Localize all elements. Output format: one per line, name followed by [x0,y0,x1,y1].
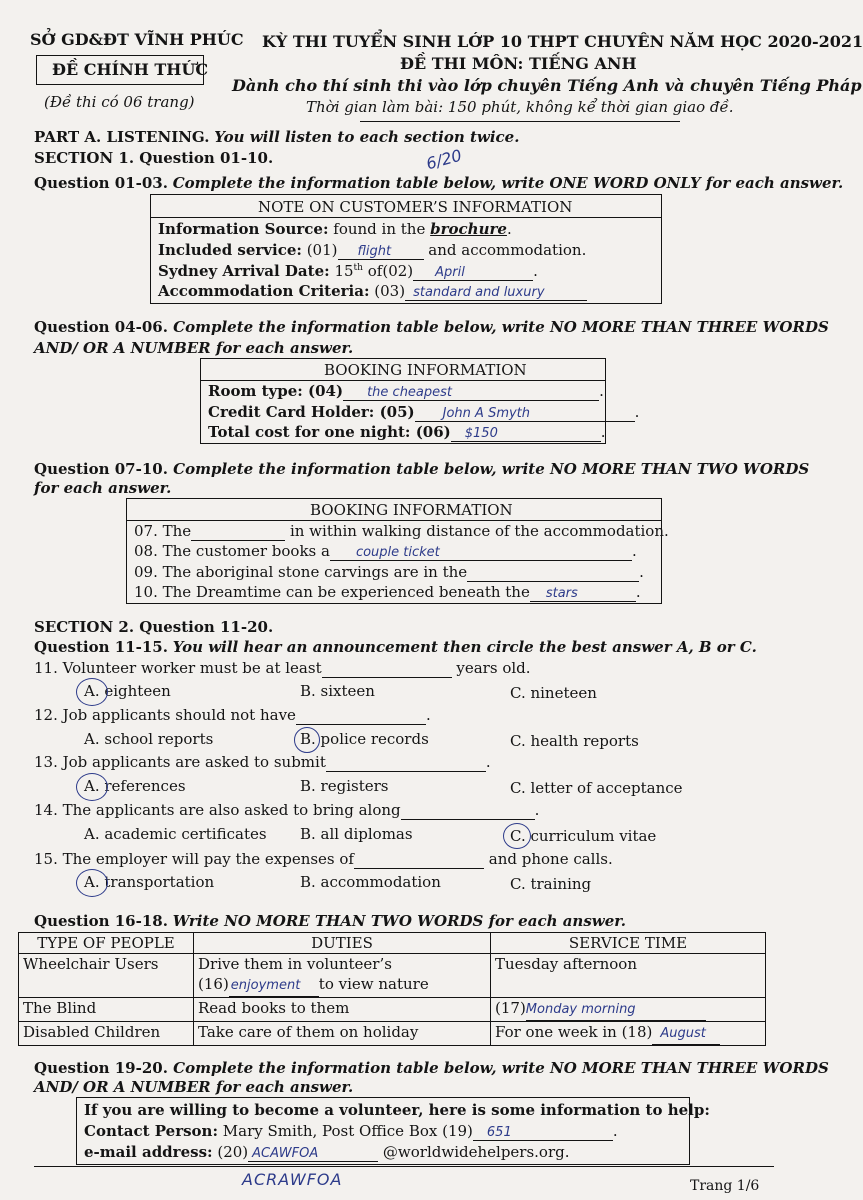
q15-option-c[interactable]: C. training [510,875,592,893]
q01-03-heading: Question 01-03. Complete the information table below, write ONE WORD ONLY for each answer. [34,174,844,192]
volunteer-info-title: If you are willing to become a volunteer, here is some information to help: [84,1101,710,1119]
exam-audience: Dành cho thí sinh thi vào lớp chuyên Tiếng Anh và chuyên Tiếng Pháp [232,76,862,95]
card-holder-row: Credit Card Holder: (05) John A Smyth . [208,403,640,421]
col-duties-header: DUTIES [194,933,491,954]
q07-10-heading-line2: for each answer. [34,479,172,497]
q14-option-c[interactable]: C. curriculum vitae [510,827,657,845]
row-blind-type: The Blind [19,998,194,1022]
q13-circle-mark [76,773,108,801]
total-cost-row: Total cost for one night: (06) $150 . [208,423,606,441]
answer-01: flight [357,244,392,259]
q19-20-heading-line2: AND/ OR A NUMBER for each answer. [34,1078,354,1096]
booking-info-2-title: BOOKING INFORMATION [310,501,513,519]
q13-option-b[interactable]: B. registers [300,777,389,795]
email-row: e-mail address: (20) ACAWFOA @worldwidehelpers.org. [84,1143,570,1161]
q15-stem: 15. The employer will pay the expenses of and phone calls. [34,850,613,868]
q12-option-c[interactable]: C. health reports [510,732,639,750]
answer-08: couple ticket [355,545,440,560]
contact-row: Contact Person: Mary Smith, Post Office Box (19) 651 . [84,1122,618,1140]
accommodation-criteria-row: Accommodation Criteria: (03) standard and luxury [158,282,587,301]
q15-circle-mark [76,869,108,897]
answer-02: April [435,265,465,280]
q11-option-b[interactable]: B. sixteen [300,682,375,700]
booking-info-1-title-divider [200,380,606,381]
info-source-row: Information Source: found in the brochure. [158,220,512,238]
customer-info-title-divider [150,217,662,218]
answer-06: $150 [464,426,498,441]
official-label: ĐỀ CHÍNH THỨC [52,60,209,79]
q12-stem: 12. Job applicants should not have . [34,706,431,724]
header-divider [360,121,680,122]
q19-20-heading: Question 19-20. Complete the information table below, write NO MORE THAN THREE WORDS [34,1059,829,1077]
answer-18: August [660,1026,706,1041]
q07-row: 07. The in within walking distance of the accommodation. [134,522,669,540]
q04-06-heading: Question 04-06. Complete the information table below, write NO MORE THAN THREE WORDS [34,318,829,336]
score-mark: 6/20 [424,145,464,174]
q13-stem: 13. Job applicants are asked to submit . [34,753,491,771]
q12-option-a[interactable]: A. school reports [84,730,214,748]
q09-row: 09. The aboriginal stone carvings are in the . [134,563,644,581]
q14-option-a[interactable]: A. academic certificates [84,825,267,843]
q11-option-c[interactable]: C. nineteen [510,684,597,702]
q08-row: 08. The customer books a couple ticket . [134,542,637,560]
answer-04: the cheapest [367,385,453,400]
booking-info-1-title: BOOKING INFORMATION [324,361,527,379]
answer-19: 651 [486,1125,512,1140]
row-wheelchair-type: Wheelchair Users [19,954,194,998]
q10-row: 10. The Dreamtime can be experienced beneath the stars . [134,583,641,601]
q12-option-b[interactable]: B. police records [300,730,429,748]
page-number: Trang 1/6 [690,1178,760,1194]
answer-20: ACAWFOA [252,1146,319,1161]
arrival-date-row: Sydney Arrival Date: 15th of(02) April . [158,262,538,280]
answer-03: standard and luxury [413,285,545,300]
exam-subject: ĐỀ THI MÔN: TIẾNG ANH [400,54,637,73]
section1-heading: SECTION 1. Question 01-10. [34,149,274,167]
q15-option-b[interactable]: B. accommodation [300,873,441,891]
section2-heading: SECTION 2. Question 11-20. [34,618,274,636]
row-blind-duties: Read books to them [194,998,491,1022]
q12-circle-mark [294,727,320,753]
pages-note: (Đề thi có 06 trang) [44,93,195,111]
row-children-type: Disabled Children [19,1022,194,1046]
answer-05: John A Smyth [442,406,531,421]
col-type-header: TYPE OF PEOPLE [19,933,194,954]
q04-06-heading-line2: AND/ OR A NUMBER for each answer. [34,339,354,357]
q14-option-b[interactable]: B. all diplomas [300,825,413,843]
q13-option-c[interactable]: C. letter of acceptance [510,779,683,797]
row-wheelchair-duties: Drive them in volunteer’s (16) enjoyment to view nature [194,954,491,998]
q15-option-a[interactable]: A. transportation [84,873,215,891]
footer-divider [34,1166,774,1167]
q11-15-heading: Question 11-15. You will hear an announcement then circle the best answer A, B or C. [34,638,757,656]
room-type-row: Room type: (04) the cheapest . [208,382,604,400]
booking-info-2-title-divider [126,520,662,521]
handwritten-note: ACRAWFOA [242,1170,343,1189]
q14-circle-mark [503,823,531,849]
q11-circle-mark [76,678,108,706]
customer-info-title: NOTE ON CUSTOMER’S INFORMATION [258,198,573,216]
q11-option-a[interactable]: A. eighteen [84,682,171,700]
exam-title: KỲ THI TUYỂN SINH LỚP 10 THPT CHUYÊN NĂM HỌC 2020-2021 [262,32,863,51]
answer-17: Monday morning [525,1002,636,1017]
q16-18-heading: Question 16-18. Write NO MORE THAN TWO WORDS for each answer. [34,912,626,930]
q14-stem: 14. The applicants are also asked to bring along . [34,801,540,819]
volunteer-duties-table [18,932,766,1046]
department-name: SỞ GD&ĐT VĨNH PHÚC [30,30,244,49]
answer-10: stars [545,586,578,601]
exam-time: Thời gian làm bài: 150 phút, không kể thời gian giao đề. [306,98,734,116]
included-service-row: Included service: (01) flight and accommodation. [158,241,587,259]
row-children-time: For one week in (18) August [491,1022,766,1046]
q07-10-heading: Question 07-10. Complete the information table below, write NO MORE THAN TWO WORDS [34,460,810,478]
q13-option-a[interactable]: A. references [84,777,186,795]
part-a-heading: PART A. LISTENING. You will listen to each section twice. [34,128,520,146]
row-children-duties: Take care of them on holiday [194,1022,491,1046]
row-wheelchair-time: Tuesday afternoon [491,954,766,998]
q11-stem: 11. Volunteer worker must be at least years old. [34,659,531,677]
row-blind-time: (17)Monday morning [491,998,766,1022]
answer-16: enjoyment [230,978,301,993]
col-service-time-header: SERVICE TIME [491,933,766,954]
